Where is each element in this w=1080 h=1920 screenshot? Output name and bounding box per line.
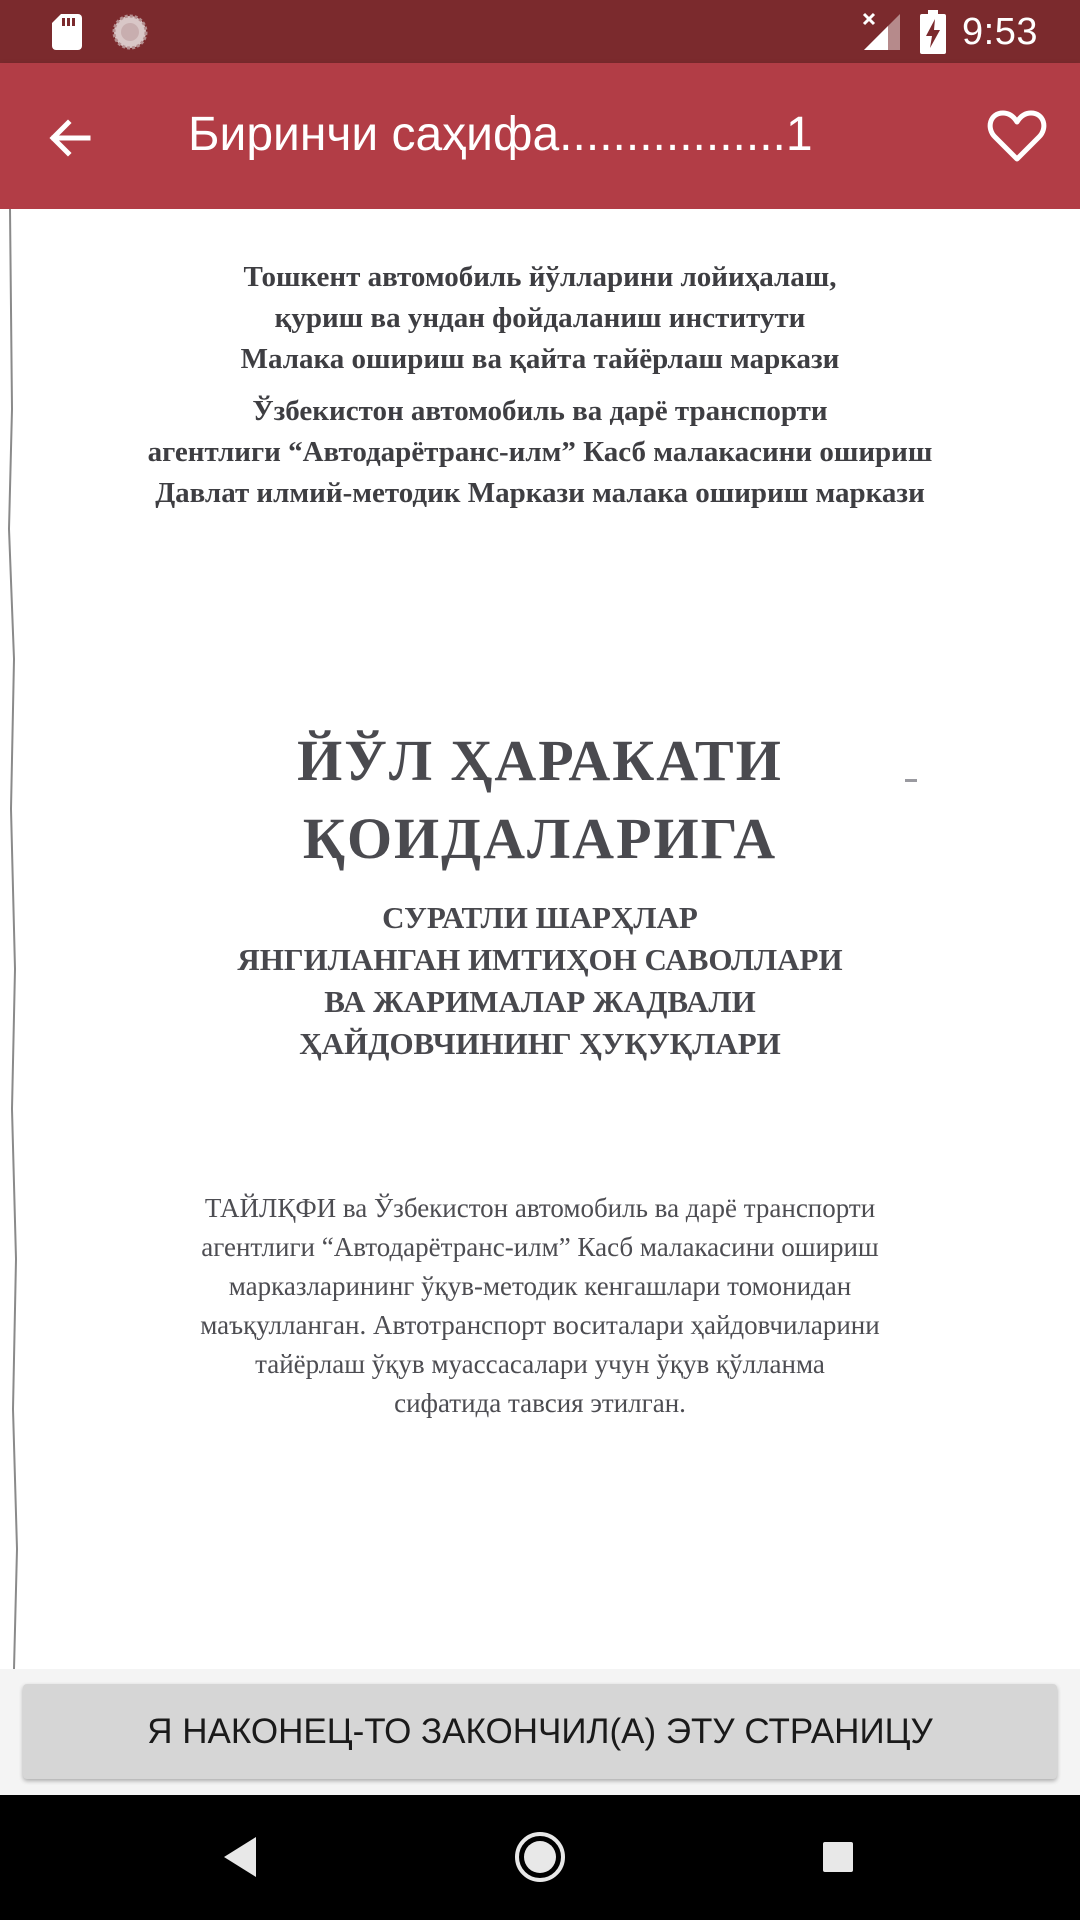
body-line: марказларининг ўқув-методик кенгашлари томонидан (228, 1271, 852, 1301)
body-line: ТАЙЛҚФИ ва Ўзбекистон автомобиль ва дарё транспорти (204, 1193, 876, 1223)
body-line: агентлиги “Автодарётранс-илм” Касб малакасини ошириш (201, 1232, 879, 1262)
header-line: қуриш ва ундан фойдаланиш институти (274, 302, 806, 334)
document-page-image (0, 209, 1080, 1669)
subtitle-line: ЯНГИЛАНГАН ИМТИҲОН САВОЛЛАРИ (237, 942, 843, 977)
agency-line: Давлат илмий-методик Маркази малака ошириш маркази (155, 477, 925, 509)
signal-off-icon (862, 12, 902, 52)
document-subtitle (0, 897, 1080, 1065)
agency-header (0, 391, 1080, 514)
subtitle-line: СУРАТЛИ ШАРҲЛАР (382, 900, 698, 935)
agency-line: Ўзбекистон автомобиль ва дарё транспорти (252, 395, 828, 427)
document-title (0, 722, 1080, 878)
nav-recents-icon[interactable] (821, 1840, 855, 1874)
body-line: маъқулланган. Автотранспорт воситалари ҳайдовчиларини (200, 1310, 880, 1340)
system-nav-bar (0, 1795, 1080, 1920)
sync-circle-icon (112, 14, 148, 50)
app-bar (0, 63, 1080, 209)
sd-card-icon (52, 14, 82, 50)
header-line: Тошкент автомобиль йўлларини лойиҳалаш, (243, 261, 837, 293)
title-line: ҚОИДАЛАРИГА (302, 806, 778, 871)
finish-button-area (0, 1669, 1080, 1795)
header-line: Малака ошириш ва қайта тайёрлаш маркази (240, 343, 840, 375)
heart-outline-icon[interactable] (982, 101, 1052, 171)
battery-charging-icon (920, 10, 946, 54)
scan-speck (905, 779, 917, 782)
agency-line: агентлиги “Автодарётранс-илм” Касб малакасини ошириш (147, 436, 933, 468)
body-line: сифатида тавсия этилган. (394, 1388, 686, 1418)
title-line: ЙЎЛ ҲАРАКАТИ (297, 728, 783, 793)
subtitle-line: ВА ЖАРИМАЛАР ЖАДВАЛИ (324, 984, 756, 1019)
clock-time: 9:53 (962, 11, 1038, 53)
document-approval-note (0, 1189, 1080, 1423)
status-bar (0, 0, 1080, 63)
nav-back-icon[interactable] (222, 1835, 258, 1879)
body-line: тайёрлаш ўқув муассасалари учун ўқув қўлланма (255, 1349, 825, 1379)
finish-page-button[interactable]: Я НАКОНЕЦ-ТО ЗАКОНЧИЛ(А) ЭТУ СТРАНИЦУ (23, 1684, 1057, 1779)
institute-header (0, 257, 1080, 380)
page-title: Биринчи саҳифа.................1 (188, 108, 813, 161)
nav-home-icon[interactable] (514, 1831, 566, 1883)
arrow-left-icon[interactable] (36, 103, 106, 173)
subtitle-line: ҲАЙДОВЧИНИНГ ҲУҚУҚЛАРИ (299, 1026, 781, 1061)
